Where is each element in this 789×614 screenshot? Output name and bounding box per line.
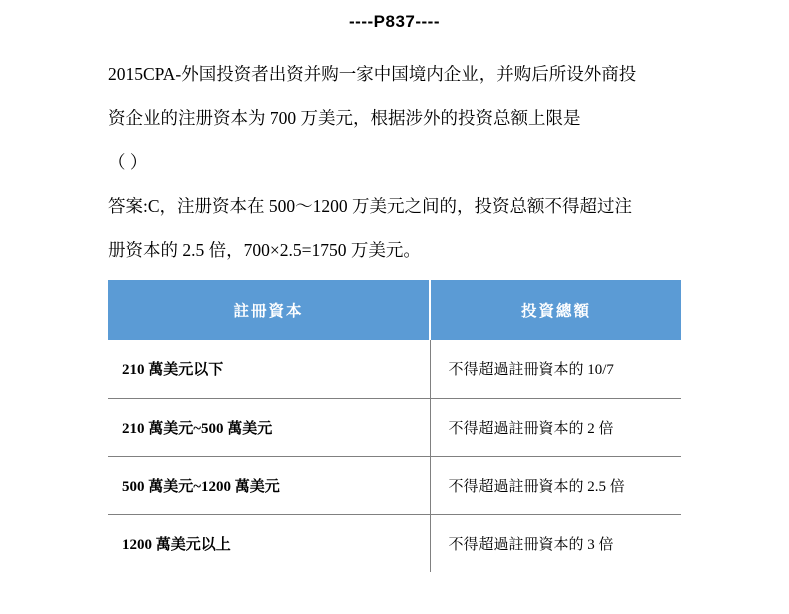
cell-capital-range: 210 萬美元~500 萬美元 [108, 398, 430, 456]
table-row [108, 340, 681, 398]
cell-investment-limit: 不得超過註冊資本的 2 倍 [430, 398, 681, 456]
cell-investment-limit: 不得超過註冊資本的 3 倍 [430, 514, 681, 572]
paragraph-3-blank: （ ） [108, 152, 148, 172]
cell-investment-limit: 不得超過註冊資本的 2.5 倍 [430, 456, 681, 514]
table-header-row [108, 280, 681, 340]
capital-investment-table-wrapper [108, 280, 681, 572]
cell-investment-limit: 不得超過註冊資本的 10/7 [430, 340, 681, 398]
cell-capital-range: 1200 萬美元以上 [108, 514, 430, 572]
paragraph-1: 2015CPA-外国投资者出资并购一家中国境内企业，并购后所设外商投 [108, 64, 637, 84]
cell-capital-range: 210 萬美元以下 [108, 340, 430, 398]
capital-investment-table [108, 280, 681, 572]
table-row [108, 456, 681, 514]
column-header-registered-capital: 註冊資本 [108, 280, 430, 340]
column-header-total-investment: 投資總額 [430, 280, 681, 340]
cell-capital-range: 500 萬美元~1200 萬美元 [108, 456, 430, 514]
body-text [108, 52, 681, 272]
paragraph-4-answer: 答案:C，注册资本在 500～1200 万美元之间的，投资总额不得超过注 [108, 196, 633, 216]
paragraph-5-answer-cont: 册资本的 2.5 倍，700×2.5=1750 万美元。 [108, 240, 421, 260]
paragraph-2: 资企业的注册资本为 700 万美元，根据涉外的投资总额上限是 [108, 108, 581, 128]
table-row [108, 398, 681, 456]
table-row [108, 514, 681, 572]
page-title: ----P837---- [349, 12, 440, 31]
